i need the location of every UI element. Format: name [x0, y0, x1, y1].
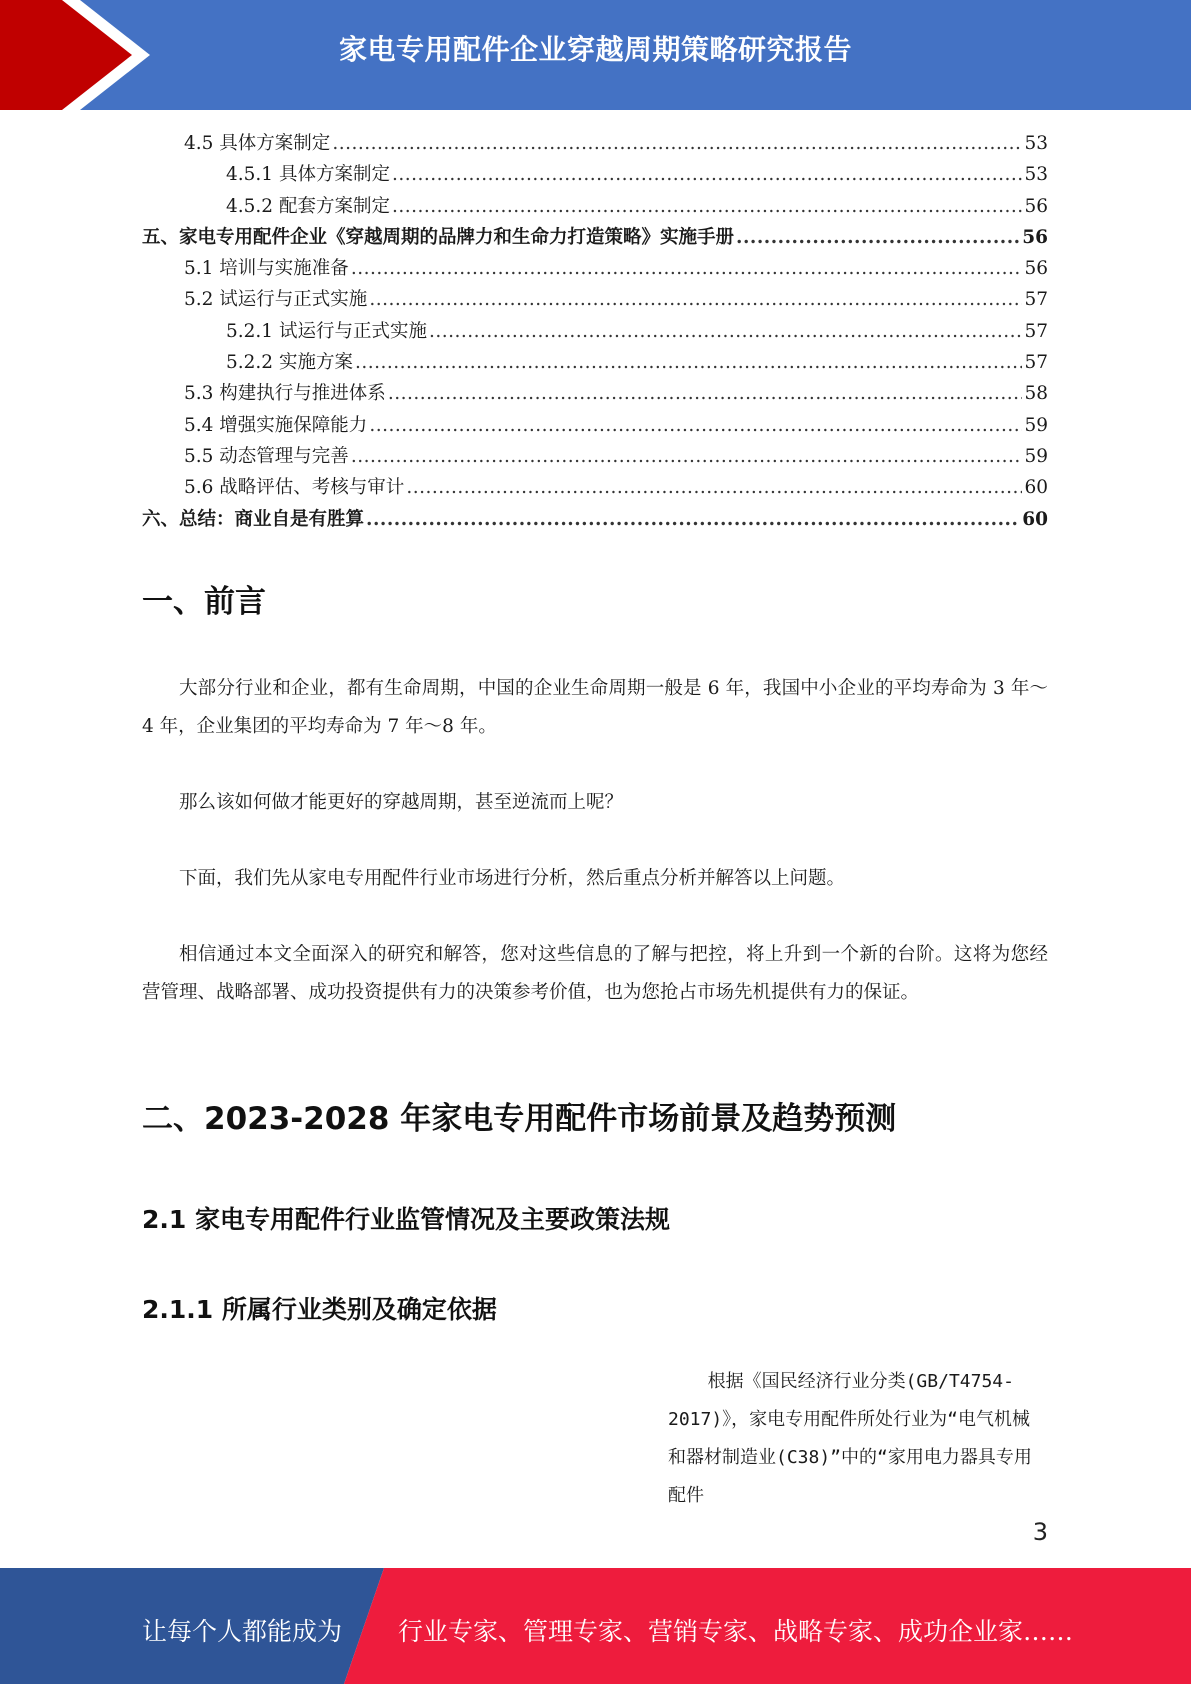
toc-entry-page: 57 [1024, 352, 1048, 374]
preface-paragraph-4: 相信通过本文全面深入的研究和解答，您对这些信息的了解与把控，将上升到一个新的台阶。这将为您经营管理、战略部署、成功投资提供有力的决策参考价值，也为您抢占市场先机提供有力的保证。 [142, 944, 1048, 1003]
preface-paragraph-3: 下面，我们先从家电专用配件行业市场进行分析，然后重点分析并解答以上问题。 [179, 868, 846, 889]
toc-leader-dots [369, 284, 1022, 315]
toc-entry-page: 59 [1024, 414, 1048, 436]
toc-entry-page: 56 [1024, 258, 1048, 280]
toc-entry[interactable] [142, 378, 1048, 409]
toc-entry-page: 58 [1024, 383, 1048, 405]
toc-entry[interactable] [142, 472, 1048, 503]
toc-leader-dots [736, 222, 1020, 253]
toc-leader-dots [429, 316, 1022, 347]
toc-leader-dots [351, 441, 1023, 472]
toc-entry-label: 5.1 培训与实施准备 [184, 258, 349, 280]
toc-entry-page: 53 [1024, 164, 1048, 186]
toc-entry[interactable] [142, 284, 1048, 315]
footer-slogan-right: 行业专家、管理专家、营销专家、战略专家、成功企业家…… [398, 1617, 1074, 1646]
toc-entry-page: 60 [1022, 508, 1048, 530]
preface-paragraph-2: 那么该如何做才能更好的穿越周期，甚至逆流而上呢？ [179, 792, 624, 813]
toc-entry-label: 5.6 战略评估、考核与审计 [184, 477, 405, 499]
toc-leader-dots [392, 191, 1022, 222]
toc-leader-dots [388, 378, 1023, 409]
sub-heading-regulation: 2.1 家电专用配件行业监管情况及主要政策法规 [142, 1205, 670, 1234]
preface-paragraph-1: 大部分行业和企业，都有生命周期，中国的企业生命周期一般是 6 年，我国中小企业的平均寿命为 3 年～4 年，企业集团的平均寿命为 7 年～8 年。 [142, 678, 1048, 737]
industry-category-text: 根据《国民经济行业分类(GB/T4754-2017)》，家电专用配件所处行业为“电气机械和器材制造业(C38)”中的“家用电力器具专用配件 [668, 1371, 1032, 1506]
toc-entry-page: 56 [1022, 226, 1048, 248]
toc-entry-label: 五、家电专用配件企业《穿越周期的品牌力和生命力打造策略》实施手册 [142, 226, 735, 248]
section-heading-market-forecast: 二、2023-2028 年家电专用配件市场前景及趋势预测 [142, 1101, 897, 1137]
toc-entry-label: 5.3 构建执行与推进体系 [184, 383, 386, 405]
page-number: 3 [1032, 1518, 1048, 1546]
toc-entry-page: 60 [1024, 477, 1048, 499]
toc-leader-dots [392, 159, 1022, 190]
toc-entry[interactable] [142, 191, 1048, 222]
toc-entry[interactable] [142, 347, 1048, 378]
toc-leader-dots [366, 504, 1020, 535]
toc-entry-label: 5.2.2 实施方案 [226, 352, 353, 374]
toc-leader-dots [355, 347, 1023, 378]
toc-entry[interactable] [142, 504, 1048, 535]
sub-sub-heading-industry-category: 2.1.1 所属行业类别及确定依据 [142, 1295, 497, 1324]
toc-entry[interactable] [142, 316, 1048, 347]
toc-leader-dots [406, 472, 1022, 503]
toc-entry[interactable] [142, 410, 1048, 441]
header-title: 家电专用配件企业穿越周期策略研究报告 [338, 33, 852, 66]
page-footer [0, 1568, 1191, 1684]
toc-entry-label: 4.5.1 具体方案制定 [226, 164, 390, 186]
footer-slogan-left: 让每个人都能成为 [142, 1617, 343, 1646]
section-heading-preface: 一、前言 [142, 584, 266, 620]
toc-entry[interactable] [142, 222, 1048, 253]
toc-leader-dots [369, 410, 1022, 441]
toc-entry-page: 56 [1024, 195, 1048, 217]
toc-entry-label: 5.2 试运行与正式实施 [184, 289, 368, 311]
toc-entry-label: 4.5.2 配套方案制定 [226, 195, 390, 217]
toc-entry-label: 4.5 具体方案制定 [184, 133, 331, 154]
toc-entry[interactable] [142, 441, 1048, 472]
toc-entry[interactable] [142, 159, 1048, 190]
table-of-contents [142, 128, 1048, 535]
toc-entry-page: 59 [1024, 445, 1048, 467]
toc-entry-page: 57 [1024, 289, 1048, 311]
toc-entry-page: 57 [1024, 320, 1048, 342]
toc-leader-dots [332, 128, 1022, 159]
toc-entry-label: 六、总结：商业自是有胜算 [142, 508, 365, 530]
toc-entry-label: 5.2.1 试运行与正式实施 [226, 320, 427, 342]
toc-entry-page: 53 [1024, 133, 1048, 154]
page-header [0, 0, 1191, 110]
toc-entry-label: 5.4 增强实施保障能力 [184, 414, 368, 436]
toc-entry[interactable] [142, 253, 1048, 284]
toc-entry-label: 5.5 动态管理与完善 [184, 445, 349, 467]
toc-entry[interactable] [142, 128, 1048, 159]
toc-leader-dots [351, 253, 1023, 284]
